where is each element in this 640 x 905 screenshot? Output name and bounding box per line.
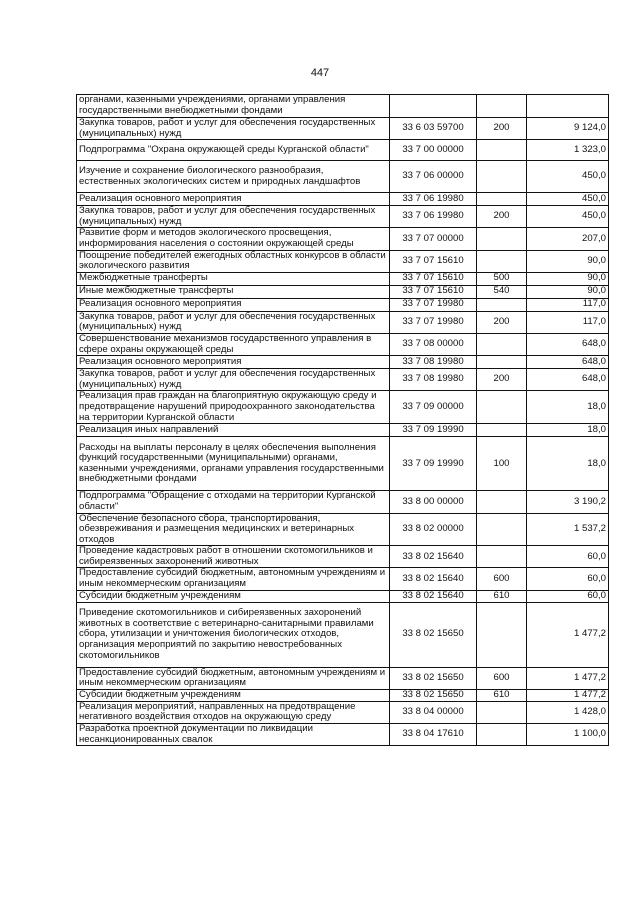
- table-row: [77, 140, 609, 161]
- table-row: [77, 513, 609, 546]
- row-name-cell: Субсидии бюджетным учреждениям: [77, 590, 390, 602]
- table-row: [77, 689, 609, 701]
- row-name-cell: Совершенствование механизмов государственного управления в сфере охраны окружающей среды: [77, 333, 390, 355]
- row-code-cell: 33 8 02 15650: [390, 689, 477, 701]
- row-type-cell: 200: [477, 369, 527, 391]
- row-name-cell: Приведение скотомогильников и сибиреязвенных захоронений животных в соответствие с ветеринарно-санитарными правилами сбора, утилизации и уничтожения биологических отходов, организация мероприятий по закрытию невостребованных скотомогильников: [77, 602, 390, 667]
- row-name-cell: Реализация мероприятий, направленных на предотвращение негативного воздействия отходов на окружающую среду: [77, 701, 390, 723]
- row-type-cell: [477, 140, 527, 161]
- row-sum-cell: 648,0: [527, 369, 609, 391]
- row-code-cell: 33 7 06 19980: [390, 193, 477, 206]
- table-row: [77, 590, 609, 602]
- row-type-cell: [477, 228, 527, 250]
- table-row: [77, 298, 609, 311]
- row-code-cell: 33 7 07 15610: [390, 250, 477, 272]
- table-row: [77, 391, 609, 424]
- row-sum-cell: 117,0: [527, 311, 609, 333]
- row-sum-cell: 1 477,2: [527, 689, 609, 701]
- row-sum-cell: 207,0: [527, 228, 609, 250]
- table-row: [77, 272, 609, 285]
- row-code-cell: 33 8 02 15640: [390, 568, 477, 590]
- row-code-cell: 33 8 02 15640: [390, 546, 477, 568]
- row-name-cell: Реализация иных направлений: [77, 424, 390, 437]
- row-name-cell: Реализация прав граждан на благоприятную окружающую среду и предотвращение нарушений природоохранного законодательства на территории Курганской области: [77, 391, 390, 424]
- row-sum-cell: 1 428,0: [527, 701, 609, 723]
- row-sum-cell: 1 323,0: [527, 140, 609, 161]
- row-type-cell: [477, 602, 527, 667]
- row-type-cell: [477, 391, 527, 424]
- row-name-cell: Развитие форм и методов экологического просвещения, информирования населения о состоянии окружающей среды: [77, 228, 390, 250]
- row-code-cell: 33 7 07 00000: [390, 228, 477, 250]
- row-code-cell: 33 7 08 19980: [390, 356, 477, 369]
- row-sum-cell: 18,0: [527, 424, 609, 437]
- table-row: [77, 568, 609, 590]
- row-type-cell: 600: [477, 667, 527, 689]
- table-row: [77, 437, 609, 491]
- row-sum-cell: 1 100,0: [527, 724, 609, 746]
- table-row: [77, 667, 609, 689]
- row-sum-cell: 1 477,2: [527, 667, 609, 689]
- row-code-cell: 33 8 02 00000: [390, 513, 477, 546]
- row-code-cell: 33 7 07 15610: [390, 272, 477, 285]
- row-sum-cell: 9 124,0: [527, 118, 609, 140]
- row-sum-cell: [527, 95, 609, 118]
- row-type-cell: 610: [477, 689, 527, 701]
- budget-table: [76, 94, 609, 746]
- row-name-cell: Закупка товаров, работ и услуг для обеспечения государственных (муниципальных) нужд: [77, 311, 390, 333]
- row-name-cell: Иные межбюджетные трансферты: [77, 285, 390, 298]
- row-type-cell: [477, 193, 527, 206]
- row-sum-cell: 60,0: [527, 590, 609, 602]
- row-name-cell: Изучение и сохранение биологического разнообразия, естественных экологических систем и природных ландшафтов: [77, 161, 390, 193]
- row-name-cell: органами, казенными учреждениями, органами управления государственными внебюджетными фондами: [77, 95, 390, 118]
- table-row: [77, 424, 609, 437]
- row-code-cell: 33 8 02 15650: [390, 602, 477, 667]
- row-type-cell: 500: [477, 272, 527, 285]
- table-row: [77, 546, 609, 568]
- row-type-cell: [477, 250, 527, 272]
- table-row: [77, 333, 609, 355]
- row-name-cell: Реализация основного мероприятия: [77, 193, 390, 206]
- row-sum-cell: 18,0: [527, 391, 609, 424]
- table-row: [77, 206, 609, 228]
- table-row: [77, 491, 609, 513]
- row-type-cell: 200: [477, 118, 527, 140]
- row-type-cell: [477, 161, 527, 193]
- row-name-cell: Предоставление субсидий бюджетным, автономным учреждениям и иным некоммерческим организациям: [77, 568, 390, 590]
- row-name-cell: Закупка товаров, работ и услуг для обеспечения государственных (муниципальных) нужд: [77, 369, 390, 391]
- row-sum-cell: 117,0: [527, 298, 609, 311]
- row-code-cell: 33 8 02 15650: [390, 667, 477, 689]
- row-code-cell: 33 7 07 19980: [390, 311, 477, 333]
- table-row: [77, 228, 609, 250]
- row-type-cell: 200: [477, 311, 527, 333]
- row-sum-cell: 90,0: [527, 285, 609, 298]
- row-name-cell: Предоставление субсидий бюджетным, автономным учреждениям и иным некоммерческим организациям: [77, 667, 390, 689]
- table-row: [77, 95, 609, 118]
- row-code-cell: 33 7 09 00000: [390, 391, 477, 424]
- row-code-cell: 33 7 08 19980: [390, 369, 477, 391]
- page-number: 447: [310, 67, 330, 79]
- row-name-cell: Обеспечение безопасного сбора, транспортирования, обезвреживания и размещения медицинских и ветеринарных отходов: [77, 513, 390, 546]
- row-type-cell: 200: [477, 206, 527, 228]
- row-type-cell: 540: [477, 285, 527, 298]
- row-code-cell: 33 6 03 59700: [390, 118, 477, 140]
- row-sum-cell: 60,0: [527, 568, 609, 590]
- row-code-cell: 33 7 06 00000: [390, 161, 477, 193]
- row-type-cell: [477, 513, 527, 546]
- row-sum-cell: 18,0: [527, 437, 609, 491]
- row-type-cell: [477, 95, 527, 118]
- row-sum-cell: 1 537,2: [527, 513, 609, 546]
- row-sum-cell: 3 190,2: [527, 491, 609, 513]
- row-name-cell: Межбюджетные трансферты: [77, 272, 390, 285]
- row-sum-cell: 648,0: [527, 356, 609, 369]
- row-code-cell: 33 8 04 00000: [390, 701, 477, 723]
- row-name-cell: Проведение кадастровых работ в отношении скотомогильников и сибиреязвенных захоронений животных: [77, 546, 390, 568]
- row-name-cell: Закупка товаров, работ и услуг для обеспечения государственных (муниципальных) нужд: [77, 118, 390, 140]
- row-name-cell: Реализация основного мероприятия: [77, 298, 390, 311]
- row-type-cell: [477, 546, 527, 568]
- row-code-cell: [390, 95, 477, 118]
- row-name-cell: Расходы на выплаты персоналу в целях обеспечения выполнения функций государственными (муниципальными) органами, казенными учреждениями, органами управления государственными внебюджетными фондами: [77, 437, 390, 491]
- table-row: [77, 250, 609, 272]
- row-type-cell: [477, 724, 527, 746]
- row-type-cell: 600: [477, 568, 527, 590]
- row-name-cell: Подпрограмма "Обращение с отходами на территории Курганской области": [77, 491, 390, 513]
- row-type-cell: [477, 424, 527, 437]
- row-type-cell: [477, 298, 527, 311]
- table-row: [77, 311, 609, 333]
- row-code-cell: 33 7 06 19980: [390, 206, 477, 228]
- row-code-cell: 33 8 02 15640: [390, 590, 477, 602]
- row-type-cell: [477, 491, 527, 513]
- row-sum-cell: 90,0: [527, 250, 609, 272]
- row-code-cell: 33 8 04 17610: [390, 724, 477, 746]
- row-sum-cell: 648,0: [527, 333, 609, 355]
- row-name-cell: Закупка товаров, работ и услуг для обеспечения государственных (муниципальных) нужд: [77, 206, 390, 228]
- row-name-cell: Подпрограмма "Охрана окружающей среды Курганской области": [77, 140, 390, 161]
- row-code-cell: 33 8 00 00000: [390, 491, 477, 513]
- row-type-cell: [477, 333, 527, 355]
- table-row: [77, 369, 609, 391]
- row-name-cell: Субсидии бюджетным учреждениям: [77, 689, 390, 701]
- row-type-cell: 610: [477, 590, 527, 602]
- row-type-cell: 100: [477, 437, 527, 491]
- row-type-cell: [477, 356, 527, 369]
- table-row: [77, 602, 609, 667]
- table-row: [77, 724, 609, 746]
- row-name-cell: Разработка проектной документации по ликвидации несанкционированных свалок: [77, 724, 390, 746]
- table-row: [77, 161, 609, 193]
- row-sum-cell: 1 477,2: [527, 602, 609, 667]
- table-row: [77, 285, 609, 298]
- row-code-cell: 33 7 09 19990: [390, 437, 477, 491]
- row-sum-cell: 450,0: [527, 193, 609, 206]
- row-sum-cell: 60,0: [527, 546, 609, 568]
- row-sum-cell: 90,0: [527, 272, 609, 285]
- table-row: [77, 356, 609, 369]
- row-name-cell: Поощрение победителей ежегодных областных конкурсов в области экологического развития: [77, 250, 390, 272]
- row-sum-cell: 450,0: [527, 161, 609, 193]
- row-code-cell: 33 7 00 00000: [390, 140, 477, 161]
- row-code-cell: 33 7 09 19990: [390, 424, 477, 437]
- row-type-cell: [477, 701, 527, 723]
- row-name-cell: Реализация основного мероприятия: [77, 356, 390, 369]
- row-code-cell: 33 7 07 19980: [390, 298, 477, 311]
- table-row: [77, 701, 609, 723]
- table-row: [77, 193, 609, 206]
- row-code-cell: 33 7 08 00000: [390, 333, 477, 355]
- row-sum-cell: 450,0: [527, 206, 609, 228]
- row-code-cell: 33 7 07 15610: [390, 285, 477, 298]
- table-row: [77, 118, 609, 140]
